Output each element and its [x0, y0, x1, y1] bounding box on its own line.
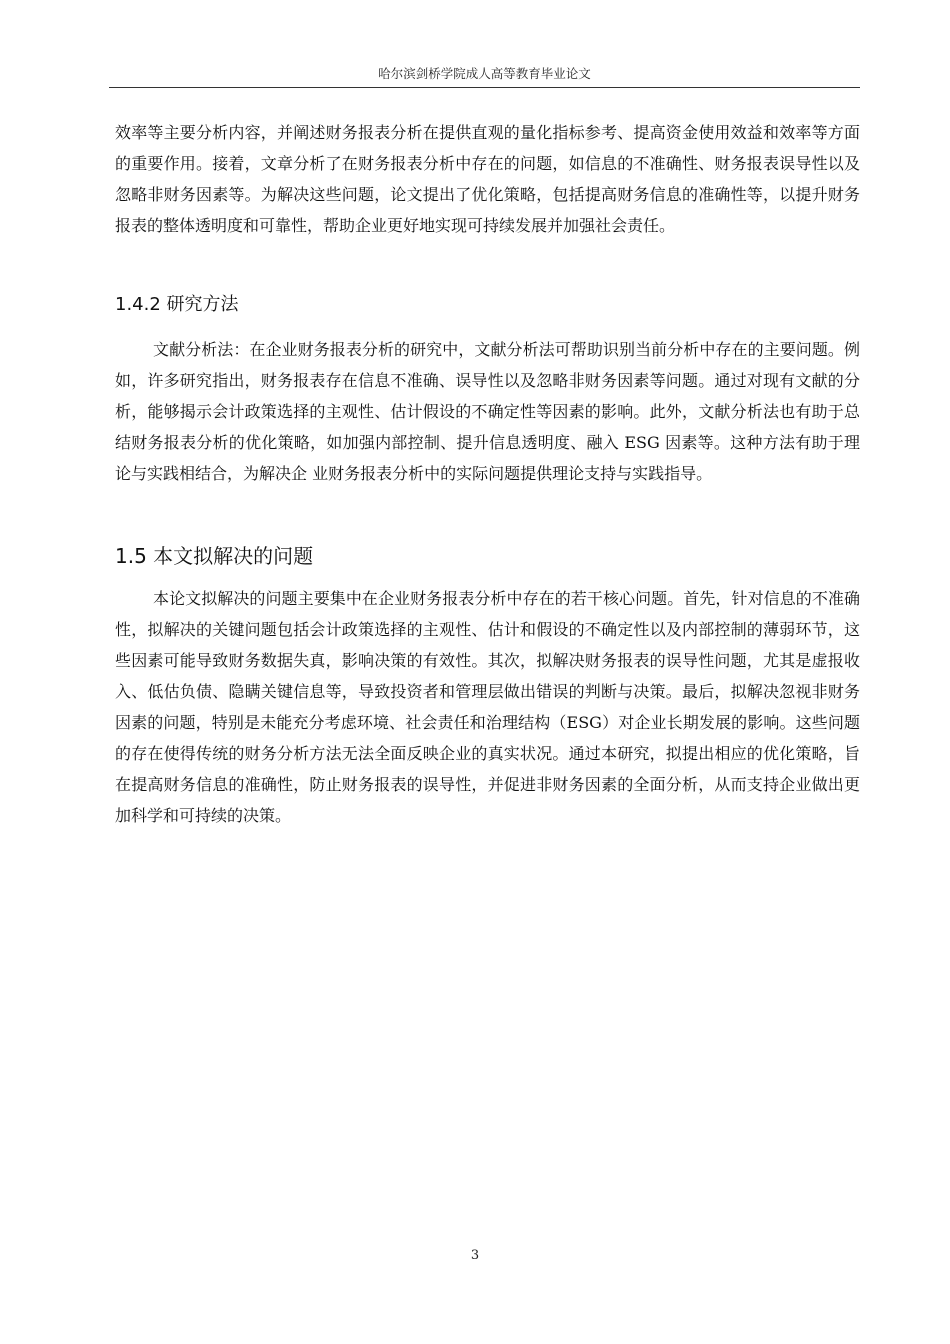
page-header-title: 哈尔滨剑桥学院成人高等教育毕业论文	[378, 66, 591, 81]
continuation-paragraph: 效率等主要分析内容，并阐述财务报表分析在提供直观的量化指标参考、提高资金使用效益和效率等方面的重要作用。接着，文章分析了在财务报表分析中存在的问题，如信息的不准确性、财务报表误导性以及忽略非财务因素等。为解决这些问题，论文提出了优化策略，包括提高财务信息的准确性等，以提升财务报表的整体透明度和可靠性，帮助企业更好地实现可持续发展并加强社会责任。	[115, 123, 860, 235]
page-number: 3	[470, 1248, 480, 1263]
header-rule	[109, 87, 860, 88]
section-1-5-paragraph: 本论文拟解决的问题主要集中在企业财务报表分析中存在的若干核心问题。首先，针对信息的不准确性，拟解决的关键问题包括会计政策选择的主观性、估计和假设的不确定性以及内部控制的薄弱环节，这些因素可能导致财务数据失真，影响决策的有效性。其次，拟解决财务报表的误导性问题，尤其是虚报收入、低估负债、隐瞒关键信息等，导致投资者和管理层做出错误的判断与决策。最后，拟解决忽视非财务因素的问题，特别是未能充分考虑环境、社会责任和治理结构（ESG）对企业长期发展的影响。这些问题的存在使得传统的财务分析方法无法全面反映企业的真实状况。通过本研究，拟提出相应的优化策略，旨在提高财务信息的准确性，防止财务报表的误导性，并促进非财务因素的全面分析，从而支持企业做出更加科学和可持续的决策。	[115, 589, 860, 825]
section-heading-1-5: 1.5 本文拟解决的问题	[115, 544, 314, 568]
section-1-4-2-paragraph: 文献分析法：在企业财务报表分析的研究中，文献分析法可帮助识别当前分析中存在的主要问题。例如，许多研究指出，财务报表存在信息不准确、误导性以及忽略非财务因素等问题。通过对现有文献的分析，能够揭示会计政策选择的主观性、估计假设的不确定性等因素的影响。此外，文献分析法也有助于总结财务报表分析的优化策略，如加强内部控制、提升信息透明度、融入 ESG 因素等。这种方法有助于理论与实践相结合，为解决企 业财务报表分析中的实际问题提供理论支持与实践指导。	[115, 340, 860, 483]
section-heading-1-4-2: 1.4.2 研究方法	[115, 294, 239, 315]
